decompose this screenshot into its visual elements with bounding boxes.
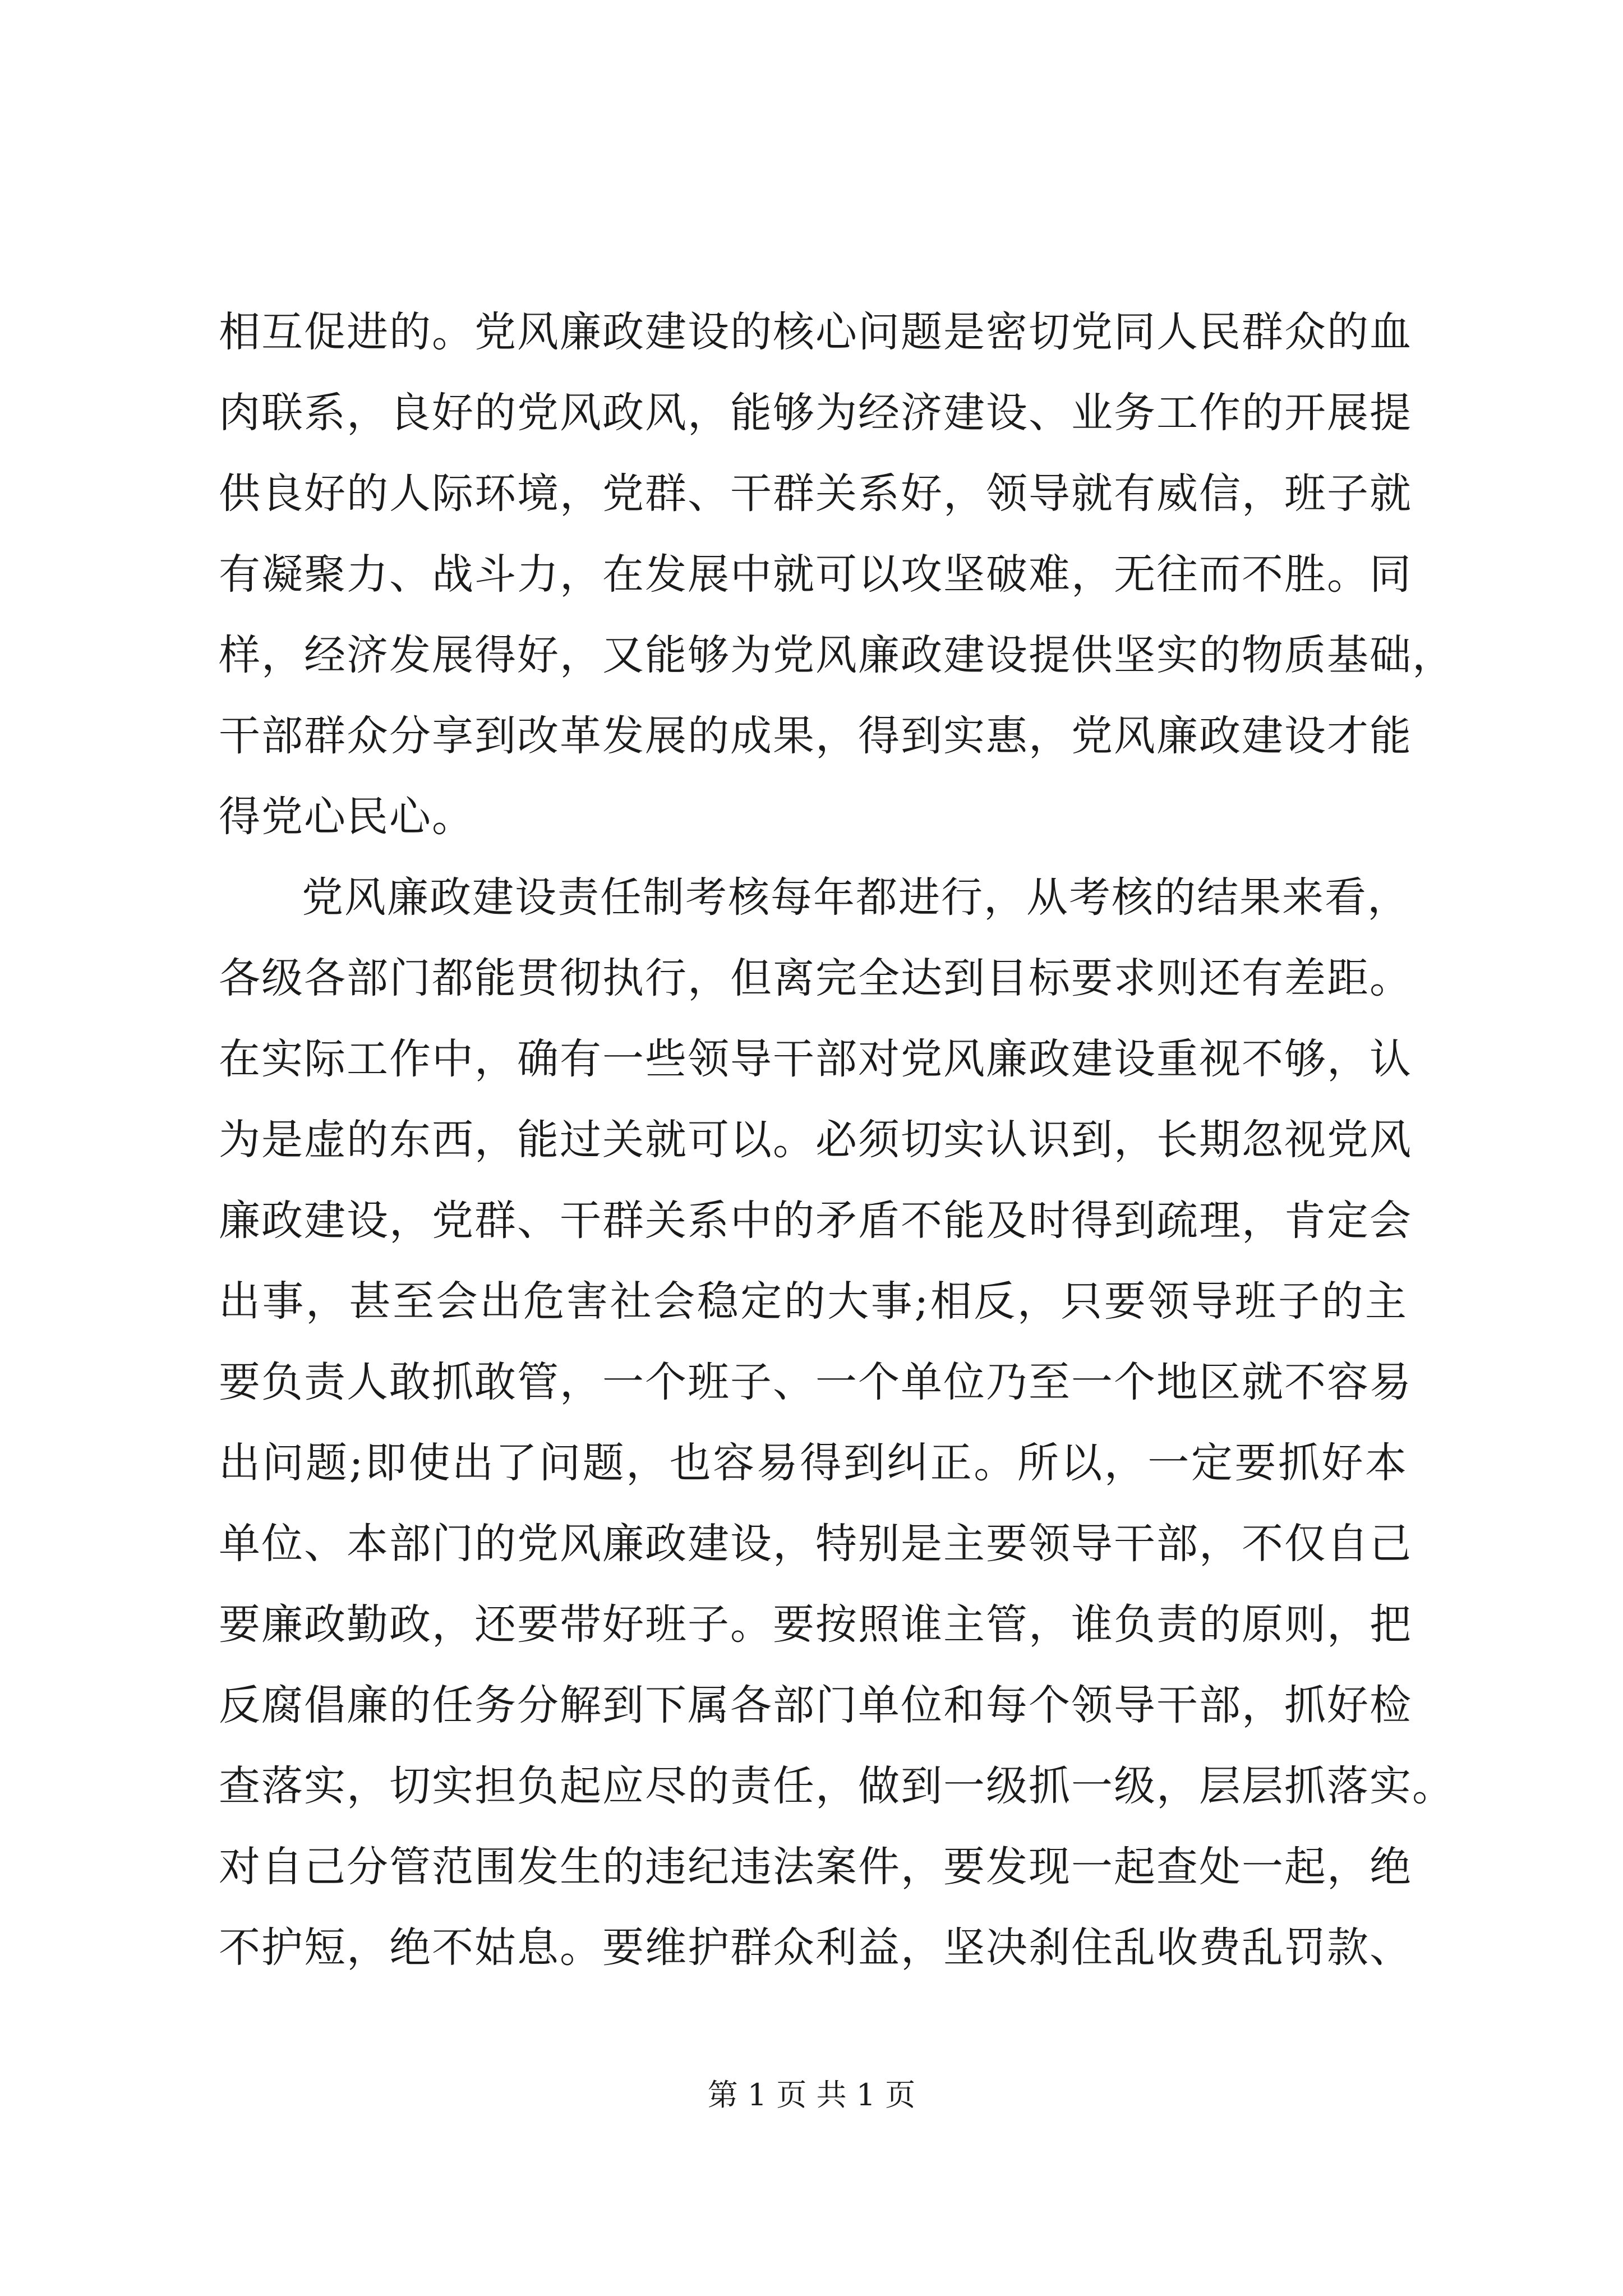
text-line: 肉联系，良好的党风政风，能够为经济建设、业务工作的开展提 xyxy=(219,389,1412,437)
text-line: 得党心民心。 xyxy=(219,793,474,841)
text-line: 有凝聚力、战斗力，在发展中就可以攻坚破难，无往而不胜。同 xyxy=(219,550,1412,599)
text-line: 干部群众分享到改革发展的成果，得到实惠，党风廉政建设才能 xyxy=(219,712,1412,760)
text-line: 党风廉政建设责任制考核每年都进行，从考核的结果来看， xyxy=(302,873,1410,922)
text-line: 要负责人敢抓敢管，一个班子、一个单位乃至一个地区就不容易 xyxy=(219,1358,1412,1406)
text-line: 样，经济发展得好，又能够为党风廉政建设提供坚实的物质基础， xyxy=(219,631,1455,679)
text-line: 廉政建设，党群、干群关系中的矛盾不能及时得到疏理，肯定会 xyxy=(219,1197,1412,1245)
text-line: 各级各部门都能贯彻执行，但离完全达到目标要求则还有差距。 xyxy=(219,954,1412,1002)
text-line: 出事，甚至会出危害社会稳定的大事;相反，只要领导班子的主 xyxy=(219,1277,1408,1326)
text-line: 不护短，绝不姑息。要维护群众利益，坚决刹住乱收费乱罚款、 xyxy=(219,1924,1412,1972)
document-body xyxy=(219,292,1455,1988)
text-line: 出问题;即使出了问题，也容易得到纠正。所以，一定要抓好本 xyxy=(219,1439,1408,1487)
text-line: 要廉政勤政，还要带好班子。要按照谁主管，谁负责的原则，把 xyxy=(219,1600,1412,1649)
text-line: 对自己分管范围发生的违纪违法案件，要发现一起查处一起，绝 xyxy=(219,1843,1412,1891)
text-line: 在实际工作中，确有一些领导干部对党风廉政建设重视不够，认 xyxy=(219,1035,1412,1083)
text-line: 反腐倡廉的任务分解到下属各部门单位和每个领导干部，抓好检 xyxy=(219,1681,1412,1729)
text-line: 为是虚的东西，能过关就可以。必须切实认识到，长期忽视党风 xyxy=(219,1116,1412,1164)
text-line: 供良好的人际环境，党群、干群关系好，领导就有威信，班子就 xyxy=(219,470,1412,518)
text-line: 单位、本部门的党风廉政建设，特别是主要领导干部，不仅自己 xyxy=(219,1520,1412,1568)
page-number-footer: 第 1 页 共 1 页 xyxy=(707,2077,916,2113)
text-line: 查落实，切实担负起应尽的责任，做到一级抓一级，层层抓落实。 xyxy=(219,1762,1455,1810)
text-line: 相互促进的。党风廉政建设的核心问题是密切党同人民群众的血 xyxy=(219,308,1412,356)
